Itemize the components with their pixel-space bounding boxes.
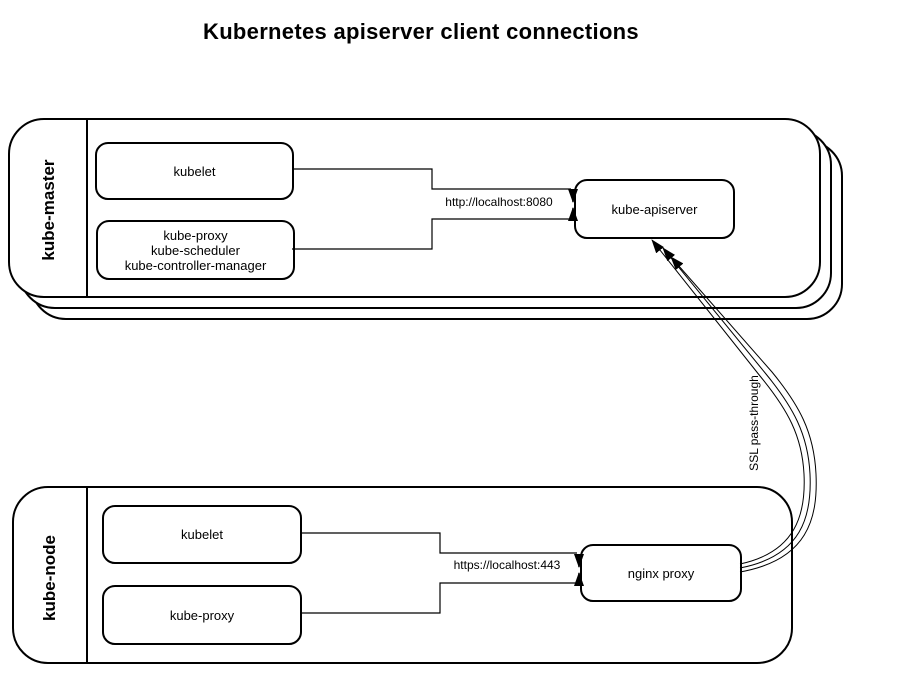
node-kubelet-label: kubelet xyxy=(181,527,223,542)
master-kubelet-label: kubelet xyxy=(173,163,216,179)
master-component-kube-proxy: kube-proxy xyxy=(163,227,228,243)
master-kubelet-box xyxy=(95,142,294,200)
nginx-proxy-label: nginx proxy xyxy=(627,565,695,581)
kube-master-divider xyxy=(86,120,88,296)
kube-node-divider xyxy=(86,488,88,662)
kube-master-label: kube-master xyxy=(39,159,58,261)
master-component-kube-scheduler: kube-scheduler xyxy=(151,242,240,258)
kube-node-container xyxy=(12,486,793,664)
kube-apiserver-box xyxy=(574,179,735,239)
master-component-kube-controller-manager: kube-controller-manager xyxy=(124,257,267,273)
ssl-pass-through-label: SSL pass-through xyxy=(747,375,761,471)
node-kube-proxy-box xyxy=(102,585,302,645)
master-edge-label: http://localhost:8080 xyxy=(443,195,555,209)
diagram-title: Kubernetes apiserver client connections xyxy=(203,19,639,44)
nginx-proxy-box xyxy=(580,544,742,602)
kube-master-container xyxy=(8,118,821,298)
kube-node-label: kube-node xyxy=(40,535,59,621)
node-kube-proxy-label: kube-proxy xyxy=(169,607,235,623)
node-kubelet-box xyxy=(102,505,302,564)
master-components-box xyxy=(96,220,295,280)
node-edge-label: https://localhost:443 xyxy=(453,558,561,572)
kube-apiserver-label: kube-apiserver xyxy=(611,201,698,217)
